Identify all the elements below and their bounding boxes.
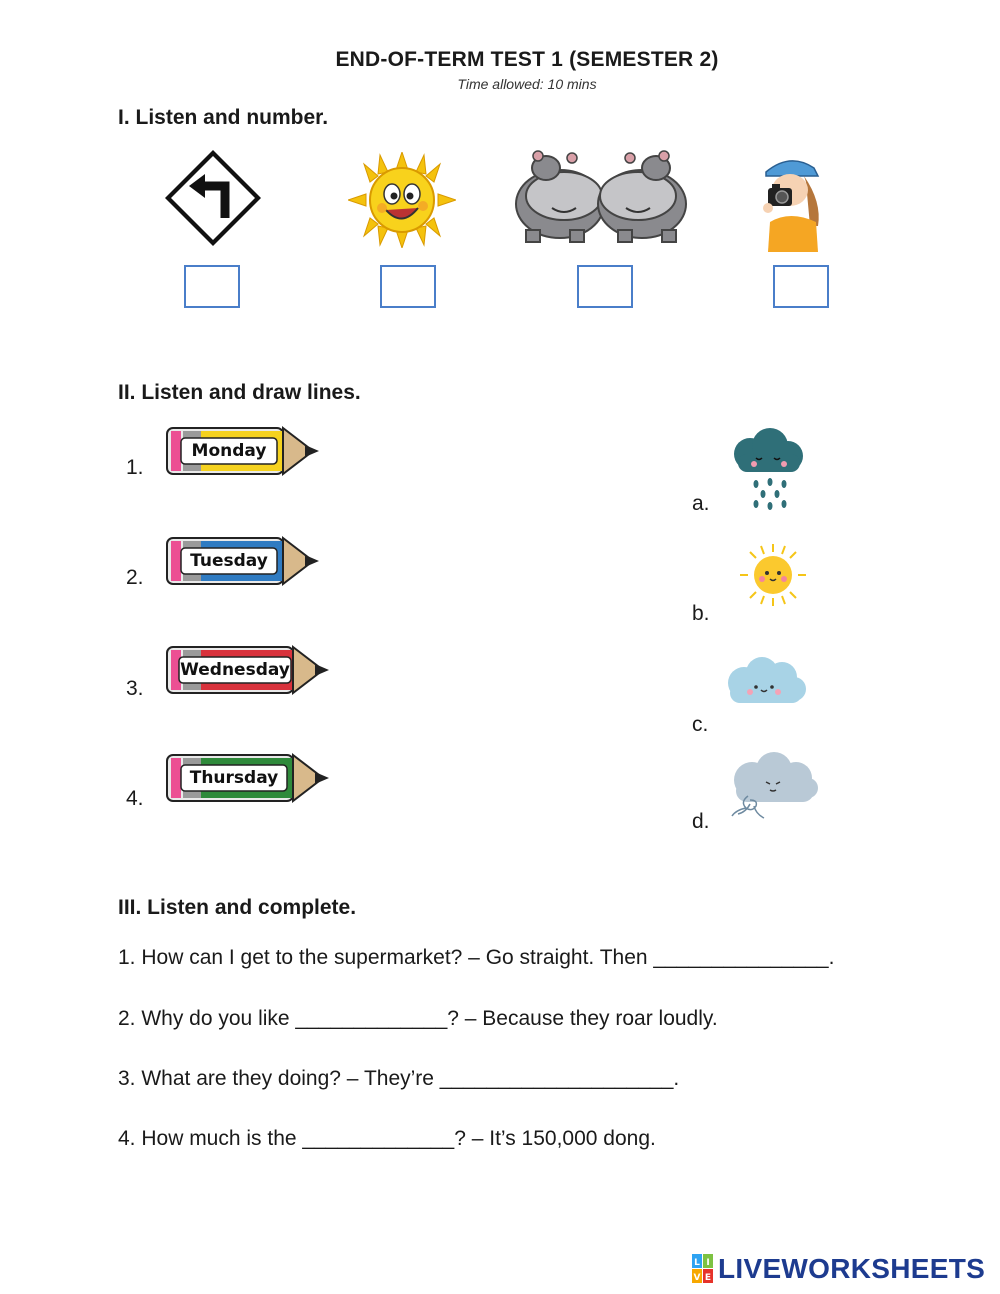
section-2-heading: II. Listen and draw lines. xyxy=(118,381,361,404)
answer-box-4[interactable] xyxy=(773,265,829,308)
pencil-label-thursday: Thursday xyxy=(189,768,279,788)
pencil-label-monday: Monday xyxy=(191,441,267,461)
logo-tile-v: V xyxy=(693,1273,701,1283)
weather-letter-d: d. xyxy=(692,810,710,833)
question-4: 4. How much is the _____________? – It’s 150,000 dong. xyxy=(118,1127,656,1150)
question-2: 2. Why do you like _____________? – Because they roar loudly. xyxy=(118,1007,718,1030)
section-1-heading: I. Listen and number. xyxy=(118,106,329,129)
day-number-3: 3. xyxy=(126,677,144,700)
smiling-sun-icon xyxy=(348,152,456,248)
worksheet-title: END-OF-TERM TEST 1 (SEMESTER 2) xyxy=(335,48,719,71)
logo-tiles-icon xyxy=(692,1254,714,1284)
wind-cloud-icon xyxy=(728,750,820,826)
pencil-monday xyxy=(165,426,321,476)
sun-icon xyxy=(738,542,808,608)
pencil-wednesday xyxy=(165,645,331,695)
cloud-icon xyxy=(722,655,808,709)
day-number-4: 4. xyxy=(126,787,144,810)
girl-camera-icon xyxy=(756,152,826,252)
weather-letter-b: b. xyxy=(692,602,710,625)
logo-tile-e: E xyxy=(704,1273,712,1283)
day-number-2: 2. xyxy=(126,566,144,589)
weather-letter-a: a. xyxy=(692,492,710,515)
question-3: 3. What are they doing? – They’re ____________________. xyxy=(118,1067,680,1090)
logo-tile-l: L xyxy=(694,1258,700,1268)
question-1: 1. How can I get to the supermarket? – Go straight. Then _______________. xyxy=(118,946,835,969)
answer-box-3[interactable] xyxy=(577,265,633,308)
answer-box-2[interactable] xyxy=(380,265,436,308)
pencil-label-wednesday: Wednesday xyxy=(180,660,290,680)
time-allowed: Time allowed: 10 mins xyxy=(457,76,597,92)
pencil-tuesday xyxy=(165,536,321,586)
pencil-label-tuesday: Tuesday xyxy=(190,551,268,571)
logo-tile-i: I xyxy=(706,1258,710,1268)
weather-letter-c: c. xyxy=(692,713,709,736)
pencil-thursday xyxy=(165,753,331,803)
rain-cloud-icon xyxy=(730,428,806,512)
liveworksheets-logo xyxy=(692,1252,985,1286)
hippos-icon xyxy=(512,150,690,246)
day-number-1: 1. xyxy=(126,456,144,479)
logo-text: LIVEWORKSHEETS xyxy=(718,1253,986,1284)
section-3-heading: III. Listen and complete. xyxy=(118,896,357,919)
answer-box-1[interactable] xyxy=(184,265,240,308)
turn-left-sign-icon xyxy=(163,148,263,248)
